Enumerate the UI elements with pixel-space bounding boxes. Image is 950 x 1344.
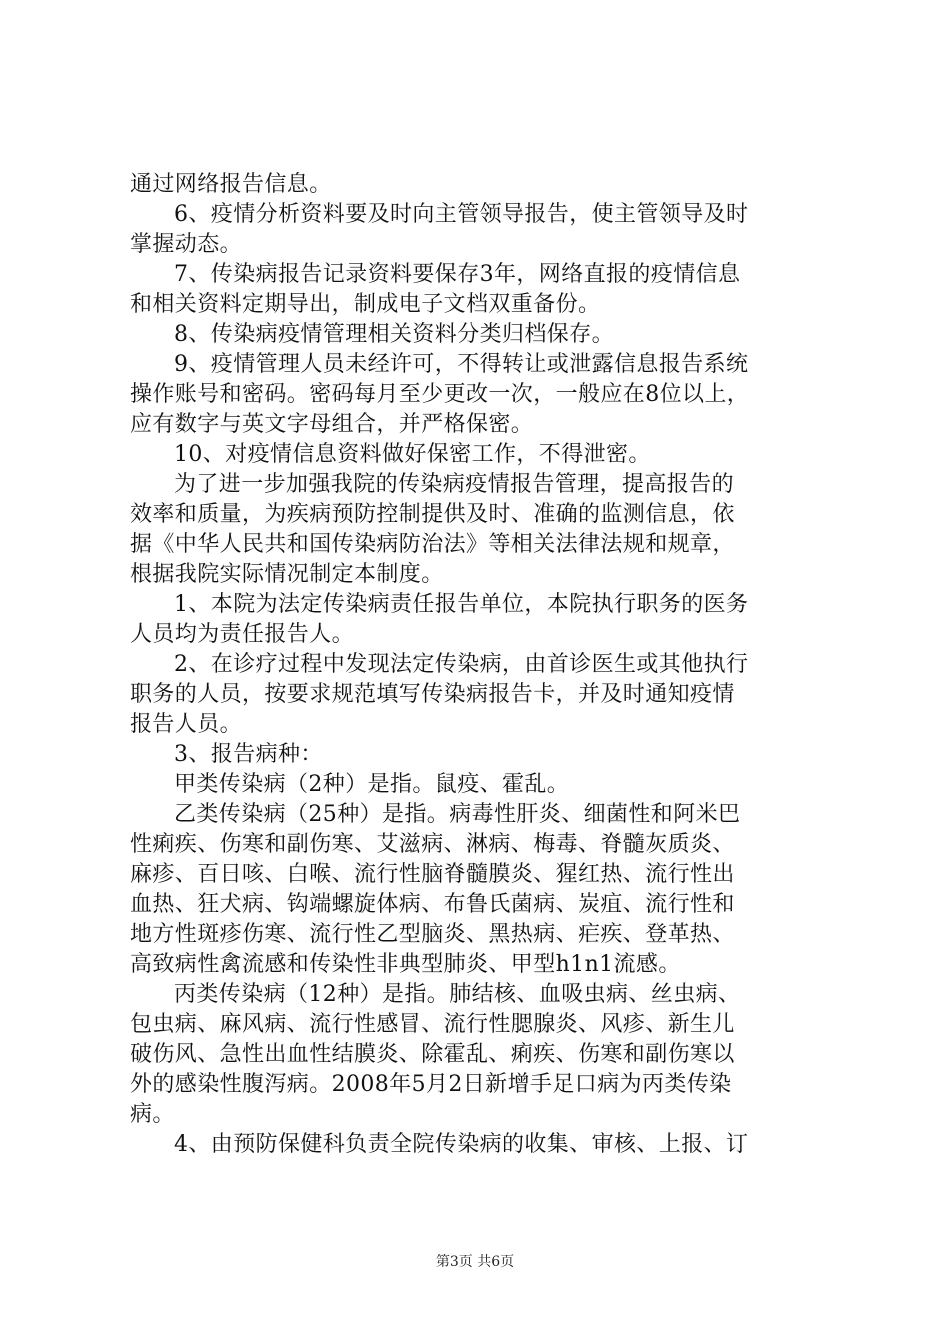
text-line: 操作账号和密码。密码每月至少更改一次，一般应在8位以上， [130,382,750,407]
text-line: 甲类传染病（2种）是指。鼠疫、霍乱。 [174,772,570,797]
text-line: 6、疫情分析资料要及时向主管领导报告，使主管领导及时 [174,202,749,227]
text-line: 3、报告病种： [174,742,323,767]
text-line: 效率和质量，为疾病预防控制提供及时、准确的监测信息，依 [130,502,735,527]
text-line: 病。 [130,1102,175,1127]
text-line: 为了进一步加强我院的传染病疫情报告管理，提高报告的 [174,472,735,497]
document-body [130,170,835,1160]
text-line: 根据我院实际情况制定本制度。 [130,562,444,587]
text-line: 血热、狂犬病、钩端螺旋体病、布鲁氏菌病、炭疽、流行性和 [130,892,735,917]
text-line: 丙类传染病（12种）是指。肺结核、血吸虫病、丝虫病、 [174,982,741,1007]
text-line: 性痢疾、伤寒和副伤寒、艾滋病、淋病、梅毒、脊髓灰质炎、 [130,832,735,857]
text-line: 高致病性禽流感和传染性非典型肺炎、甲型h1n1流感。 [130,952,681,977]
text-line: 9、疫情管理人员未经许可，不得转让或泄露信息报告系统 [174,352,749,377]
text-line: 包虫病、麻风病、流行性感冒、流行性腮腺炎、风疹、新生儿 [130,1012,735,1037]
text-line: 据《中华人民共和国传染病防治法》等相关法律法规和规章， [130,532,735,557]
text-line: 报告人员。 [130,712,243,737]
text-line: 1、本院为法定传染病责任报告单位，本院执行职务的医务 [174,592,749,617]
text-line: 2、在诊疗过程中发现法定传染病，由首诊医生或其他执行 [174,652,749,677]
text-line: 职务的人员，按要求规范填写传染病报告卡，并及时通知疫情 [130,682,735,707]
text-line: 乙类传染病（25种）是指。病毒性肝炎、细菌性和阿米巴 [174,802,741,827]
text-line: 10、对疫情信息资料做好保密工作，不得泄密。 [174,442,651,467]
text-line: 地方性斑疹伤寒、流行性乙型脑炎、黑热病、疟疾、登革热、 [130,922,735,947]
text-line: 应有数字与英文字母组合，并严格保密。 [130,412,534,437]
text-line: 8、传染病疫情管理相关资料分类归档保存。 [174,322,614,347]
text-line: 麻疹、百日咳、白喉、流行性脑脊髓膜炎、猩红热、流行性出 [130,862,735,887]
text-line: 和相关资料定期导出，制成电子文档双重备份。 [130,292,601,317]
text-line: 人员均为责任报告人。 [130,622,355,647]
text-line: 外的感染性腹泻病。2008年5月2日新增手足口病为丙类传染 [130,1072,732,1097]
page-footer: 第3页 共6页 [435,1254,515,1270]
text-line: 7、传染病报告记录资料要保存3年，网络直报的疫情信息 [174,262,741,287]
text-line: 4、由预防保健科负责全院传染病的收集、审核、上报、订 [174,1132,749,1157]
text-line: 通过网络报告信息。 [130,172,332,197]
text-line: 破伤风、急性出血性结膜炎、除霍乱、痢疾、伤寒和副伤寒以 [130,1042,735,1067]
text-line: 掌握动态。 [130,232,243,257]
